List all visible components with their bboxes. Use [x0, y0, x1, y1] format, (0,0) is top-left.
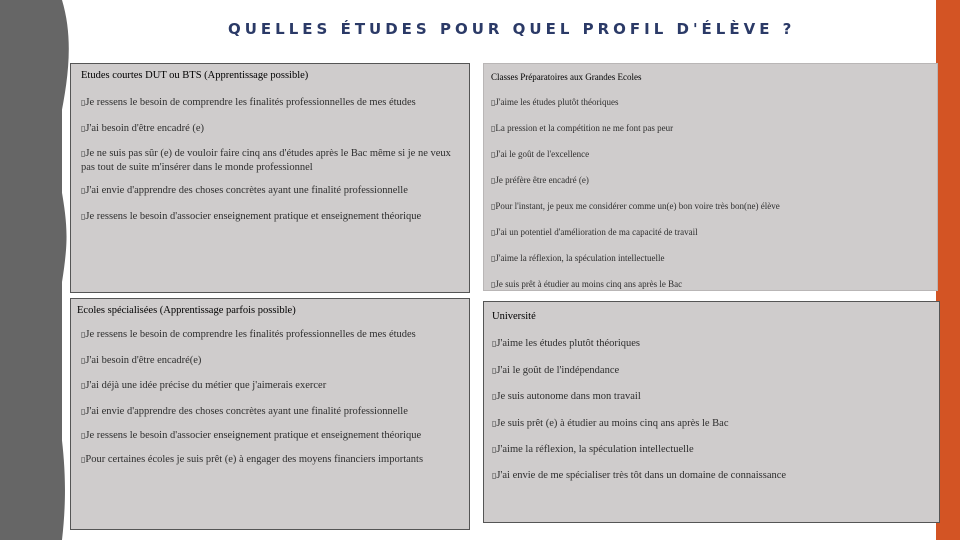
- list-item: ▯La pression et la compétition ne me font pas peur: [491, 123, 674, 133]
- list-item: ▯Je ne suis pas sûr (e) de vouloir faire cinq ans d'études après le Bac même si je ne veux pas tout de suite m'insérer dans le monde professionnel: [81, 148, 451, 173]
- panel-cpge: [483, 63, 938, 291]
- list-item: ▯Je ressens le besoin d'associer enseignement pratique et enseignement théorique: [81, 430, 422, 441]
- panel-heading-universite: Université: [492, 311, 536, 322]
- list-item: ▯Je suis autonome dans mon travail: [492, 391, 641, 402]
- list-item: ▯Je ressens le besoin d'associer enseignement pratique et enseignement théorique: [81, 210, 422, 222]
- panel-universite: [483, 301, 940, 523]
- missing-glyph-icon: ▯: [492, 470, 497, 480]
- missing-glyph-icon: ▯: [81, 381, 86, 390]
- list-item: ▯J'ai besoin d'être encadré (e): [81, 122, 205, 134]
- missing-glyph-icon: ▯: [491, 202, 496, 211]
- list-item: ▯J'ai besoin d'être encadré(e): [81, 354, 202, 366]
- list-item: ▯J'ai envie de me spécialiser très tôt dans un domaine de connaissance: [492, 469, 787, 481]
- list-item: ▯J'aime les études plutôt théoriques: [491, 97, 619, 107]
- panel-heading-dut-bts: Etudes courtes DUT ou BTS (Apprentissage possible): [81, 70, 309, 81]
- list-item: ▯Pour certaines écoles je suis prêt (e) à engager des moyens financiers importants: [81, 453, 424, 465]
- list-item: ▯Pour l'instant, je peux me considérer comme un(e) bon voire très bon(ne) élève: [491, 201, 780, 211]
- list-item: ▯J'aime les études plutôt théoriques: [492, 338, 641, 349]
- missing-glyph-icon: ▯: [81, 211, 86, 221]
- missing-glyph-icon: ▯: [491, 124, 496, 133]
- list-item: ▯J'ai un potentiel d'amélioration de ma capacité de travail: [491, 227, 698, 237]
- list-item: ▯Je ressens le besoin de comprendre les finalités professionnelles de mes études: [81, 97, 416, 108]
- item-list: [492, 337, 933, 482]
- list-item: ▯J'ai déjà une idée précise du métier que j'aimerais exercer: [81, 380, 327, 391]
- panel-dut-bts: [70, 63, 470, 293]
- missing-glyph-icon: ▯: [81, 330, 86, 339]
- item-list: [81, 328, 463, 466]
- missing-glyph-icon: ▯: [491, 228, 496, 237]
- item-list: [491, 96, 931, 291]
- panel-heading-ecoles: Ecoles spécialisées (Apprentissage parfois possible): [77, 305, 296, 316]
- list-item: ▯J'ai envie d'apprendre des choses concrètes ayant une finalité professionnelle: [81, 185, 408, 196]
- missing-glyph-icon: ▯: [491, 176, 496, 185]
- missing-glyph-icon: ▯: [81, 98, 86, 107]
- item-list: [81, 96, 463, 223]
- missing-glyph-icon: ▯: [491, 150, 496, 159]
- panel-heading-cpge: Classes Préparatoires aux Grandes Ecoles: [491, 72, 642, 82]
- missing-glyph-icon: ▯: [81, 186, 86, 195]
- page-title: QUELLES ÉTUDES POUR QUEL PROFIL D'ÉLÈVE ?: [228, 20, 796, 38]
- missing-glyph-icon: ▯: [491, 98, 496, 107]
- list-item: ▯Je ressens le besoin de comprendre les finalités professionnelles de mes études: [81, 329, 416, 340]
- missing-glyph-icon: ▯: [491, 280, 496, 289]
- missing-glyph-icon: ▯: [492, 418, 497, 428]
- missing-glyph-icon: ▯: [492, 365, 497, 375]
- missing-glyph-icon: ▯: [81, 454, 86, 464]
- missing-glyph-icon: ▯: [81, 431, 86, 440]
- list-item: ▯Je suis prêt à étudier au moins cinq ans après le Bac: [491, 279, 683, 289]
- list-item: ▯J'ai envie d'apprendre des choses concrètes ayant une finalité professionnelle: [81, 405, 408, 417]
- panel-ecoles-specialisees: [70, 298, 470, 530]
- list-item: ▯J'aime la réflexion, la spéculation intellectuelle: [491, 253, 665, 263]
- list-item: ▯J'ai le goût de l'excellence: [491, 149, 590, 159]
- list-item: ▯Je suis prêt (e) à étudier au moins cinq ans après le Bac: [492, 417, 729, 429]
- missing-glyph-icon: ▯: [81, 123, 86, 133]
- missing-glyph-icon: ▯: [81, 406, 86, 416]
- list-item: ▯J'aime la réflexion, la spéculation intellectuelle: [492, 444, 694, 455]
- missing-glyph-icon: ▯: [492, 445, 497, 454]
- missing-glyph-icon: ▯: [81, 355, 86, 365]
- missing-glyph-icon: ▯: [492, 339, 497, 348]
- list-item: ▯J'ai le goût de l'indépendance: [492, 364, 620, 376]
- list-item: ▯Je préfère être encadré (e): [491, 175, 589, 185]
- missing-glyph-icon: ▯: [81, 149, 86, 158]
- missing-glyph-icon: ▯: [492, 392, 497, 401]
- missing-glyph-icon: ▯: [491, 254, 496, 263]
